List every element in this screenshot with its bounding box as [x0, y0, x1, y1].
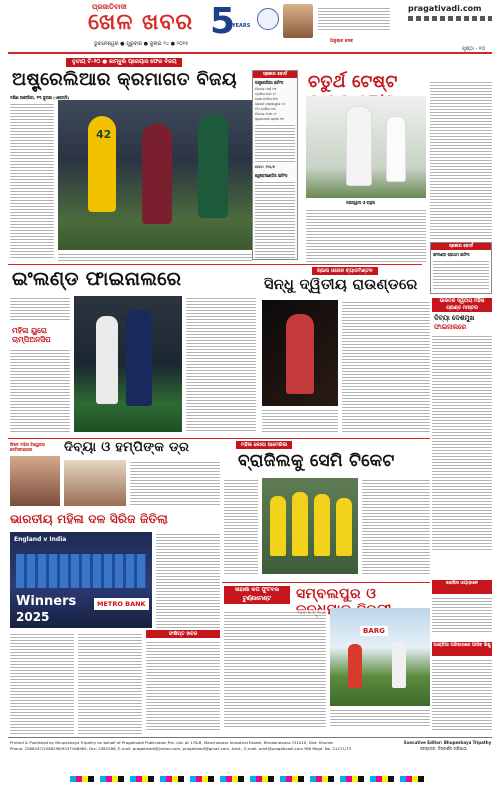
batsman — [346, 106, 372, 186]
website[interactable]: pragativadi.com — [408, 4, 482, 13]
england-photo — [74, 296, 182, 432]
story-kicker: ମହିଳା କୋପା ଆମେରିକା — [236, 441, 292, 449]
story-brazil — [222, 440, 430, 580]
sindhu-figure — [286, 314, 314, 394]
player-england — [96, 316, 118, 404]
player-2 — [142, 124, 172, 224]
masthead — [0, 0, 500, 52]
masthead-rule — [8, 52, 492, 54]
section-rule — [222, 582, 430, 583]
sidebar-mini-title: ପାଣ୍ଡିଆ ପରିବାରରେ ଆସିବ ଶିଶୁ — [432, 642, 492, 656]
story-body-col1 — [224, 478, 258, 574]
story-headline: ସମ୍ବଲପୁର ଓ — [296, 586, 377, 602]
story-test — [302, 56, 426, 266]
sidebar-mini-body — [432, 658, 492, 730]
scorecard-subtitle: ଅଷ୍ଟ୍ରେଲିଆ ଇନିଂସ — [255, 80, 284, 85]
sidebar-score-title: ସ୍କୋର ବୋର୍ଡ — [431, 243, 491, 250]
dateline: ଭୁବନେଶ୍ୱର ● ଗୁରୁବାର ● ଜୁଲାଇ ୨୪ ● ୨୦୨୫ — [94, 41, 189, 47]
scorecard-row: ଗ୍ଲେନ ମାକ୍ସୱେଲ ୧୬ — [255, 102, 286, 106]
sponsor-logo: METRO BANK — [94, 598, 149, 610]
emblem-icon — [257, 8, 279, 30]
scorecard-title: ସ୍କୋର ବୋର୍ଡ — [253, 71, 297, 78]
anniversary-text: YEARS — [232, 23, 251, 29]
sidebar-header-2: ଦିବ୍ୟା ଦେଶମୁଖ — [434, 314, 475, 322]
story-body — [306, 208, 426, 264]
story-body — [342, 300, 430, 434]
india-women-photo — [10, 532, 152, 628]
sidebar-scorecard — [430, 242, 492, 294]
divya-photo-1 — [10, 456, 60, 506]
footer-imprint: Printed & Published by Bhupeshaya Tripathy on behalf of Pragativadi Publication Pvt. Ltd. at 178-B, Mancheswar Industrial Estate, Bhubaneswar-751010, Dist. Khurda — [10, 740, 333, 745]
story-england — [8, 266, 258, 436]
sidebar-mini-title: ହୋଲିସ ଓୟାଡ଼ାନେ — [432, 580, 492, 594]
brazil-player-2 — [292, 492, 308, 556]
player-england-2 — [126, 310, 152, 406]
story-headline: ବ୍ରାଜିଲକୁ ସେମି ଟିକେଟ — [238, 451, 395, 471]
story-dateline: ଦକ୍ଷିଣ ଆଫ୍ରିକା, ୨୩ ଜୁଲାଇ (ଏଜେନ୍ସି) — [10, 95, 69, 100]
color-registration-bar — [70, 776, 430, 782]
photo-caption: ଜଇସ୍ୱାଲ ଓ ରାହୁଲ — [346, 200, 376, 205]
scorecard-rows-2 — [255, 180, 295, 258]
scorecard-row: ଟ୍ରାଭିସ ହେଡ ୧୯ — [255, 92, 277, 96]
football-player-2 — [392, 642, 406, 688]
sankhipta-title: ସଂକ୍ଷିପ୍ତ ଖବର — [146, 630, 220, 638]
sankhipta-body — [146, 640, 220, 732]
sidebar-mini-2 — [432, 642, 492, 734]
page-title: ଖେଳ ଖବର — [88, 10, 194, 35]
brazil-photo — [262, 478, 358, 574]
player-3 — [198, 114, 228, 218]
photo-banner: BARG — [360, 626, 388, 636]
sidebar-header-1: ଭାରତର ଦ୍ୱିତୀୟ ମହିଳା ଗ୍ରାଣ୍ଡ ମାଷ୍ଟର — [432, 298, 492, 312]
scorecard-extra — [255, 123, 295, 163]
sidebar-mini-1 — [432, 580, 492, 640]
footer-editor: Executive Editor: Bhupeshaya Tripathy — [404, 740, 492, 745]
profile-photo — [283, 4, 313, 38]
story-body-bottom-1 — [10, 632, 74, 734]
football-player-1 — [348, 644, 362, 688]
scorecard-row: କ୍ୟାମେରନ ଗ୍ରୀନ ୩୨ — [255, 117, 285, 121]
scorecard-total: ମୋଟ: ୨୧୫/୭ — [255, 165, 275, 169]
section-rule — [8, 264, 422, 265]
sidebar-score-rows — [433, 259, 489, 291]
scorecard-row: ମିଚେଲ ଓଏନ ୧୯ — [255, 112, 277, 116]
story-body — [156, 532, 220, 628]
story-sambalpur — [222, 584, 432, 734]
sidebar-body — [432, 334, 492, 552]
profile-caption: ଅନୁଭବ ଦେବ — [330, 39, 354, 44]
anniversary-number: 5 — [210, 1, 236, 42]
brazil-player-4 — [336, 498, 352, 556]
story-headline: ଭାରତୀୟ ମହିଳା ଦଳ ସିରିଜ ଜିତିଲା — [10, 512, 168, 526]
story-headline: ଚତୁର୍ଥ ଟେଷ୍ଟ — [308, 72, 398, 92]
winners-text: Winners — [16, 594, 77, 609]
photo-banner: England v India — [14, 536, 67, 543]
anniversary-logo — [210, 3, 250, 47]
publisher-logo: ପ୍ରଜାତିବାଦୀ — [92, 3, 127, 11]
story-headline: ଅଷ୍ଟ୍ରେଲିଆର କ୍ରମାଗତ ବିଜୟ — [12, 69, 237, 90]
story-body-col3 — [362, 478, 430, 574]
story-body-col1 — [224, 610, 326, 728]
fielder — [386, 116, 406, 182]
story-sindhu — [262, 266, 430, 436]
photo-caption — [58, 252, 252, 262]
masthead-blurb — [318, 6, 390, 32]
story-kicker: ସାହାଣୀ କପ ଫୁଟବଲ ଟୁର୍ଣ୍ଣାମେଣ୍ଟ — [224, 586, 290, 604]
page-number: ପୃଷ୍ଠା - ୧୦ — [462, 46, 486, 52]
photo-caption — [330, 708, 430, 728]
winners-year: 2025 — [16, 610, 50, 624]
team-row — [16, 554, 146, 588]
sidebar-top-text — [430, 80, 492, 240]
sidebar-header-3: ଫାଇନାଲରେ — [434, 323, 467, 331]
story-headline: ଦିବ୍ୟା ଓ ହମ୍ପିଙ୍କ ଡ୍ର — [64, 440, 190, 455]
sidebar-divya — [432, 298, 492, 558]
story-body-col1 — [10, 102, 54, 260]
scorecard-row: ମିଚେଲ ମାର୍ଶ ୨୩ — [255, 87, 277, 91]
story-body-bottom-2 — [78, 632, 142, 734]
story-divya — [8, 440, 220, 510]
story-body-col3 — [186, 296, 256, 432]
test-photo — [306, 96, 426, 198]
footer-editor-2: ସମ୍ପାଦକ: ଦିଗଦର୍ଶନ ତ୍ରିପାଠୀ — [420, 746, 467, 751]
brazil-player-3 — [314, 494, 330, 556]
story-subhead: ମହିଳା ୟୁରୋ ଚାମ୍ପିଅନସିପ — [12, 326, 51, 344]
scorecard-subtitle-2: ୱେଷ୍ଟଇଣ୍ଡିଜ ଇନିଂସ — [255, 173, 288, 178]
scorecard — [252, 70, 298, 260]
sidebar-score-sub: ଇଂଲଣ୍ଡ ପ୍ରଥମ ଇନିଂସ — [433, 252, 470, 257]
footer-phone: Phone: 2588297/2588298/9437166965, Fax: 2582586, E-mail: pragativadi@yahoo.com, pragativadi@gmail.com, Advt., E-mail: advt@pragativadi.com RNI Regd. No. 21271/73 — [10, 746, 352, 751]
story-headline: ଇଂଲଣ୍ଡ ଫାଇନାଲରେ — [12, 268, 182, 290]
story-body-col1 — [10, 296, 70, 322]
story-australia — [8, 56, 252, 262]
photo-caption — [262, 408, 338, 434]
footer-rule — [8, 737, 492, 738]
story-kicker: ଫିଡେ ମହିଳା ବିଶ୍ୱକପ ସେମିଫାଇନାଲ — [10, 442, 45, 452]
cricket-photo — [58, 100, 252, 250]
social-icons — [408, 16, 492, 21]
story-body — [130, 460, 220, 506]
story-headline: ସିନ୍ଧୁ ଦ୍ୱିତୀୟ ରାଉଣ୍ଡରେ — [264, 277, 418, 293]
story-body-col1b — [10, 348, 70, 432]
divya-photo-2 — [64, 460, 126, 506]
football-photo — [330, 608, 430, 706]
section-rule — [8, 438, 430, 439]
sidebar-mini-body — [432, 596, 492, 634]
story-kicker: ତୃତୀୟ ଟି-୨୦ ● ଜାମ୍ବୁରି ପ୍ରେୟାସ ଫେର ବିଜୟ — [66, 58, 182, 67]
sindhu-photo — [262, 300, 338, 406]
story-kicker: ଚାଇନା ଓପେନ ବ୍ୟାଡମିଣ୍ଟନ — [312, 267, 378, 275]
scorecard-row: ଜୋସ ଇଂଲିସ ୩୩ — [255, 97, 278, 101]
sankhipta-box — [146, 630, 220, 734]
story-india-women — [8, 510, 220, 630]
player-1-number: 42 — [96, 128, 112, 141]
brazil-player-1 — [270, 496, 286, 556]
scorecard-row: ଟିମ ଡେଭିଡ ୪୩ — [255, 107, 276, 111]
